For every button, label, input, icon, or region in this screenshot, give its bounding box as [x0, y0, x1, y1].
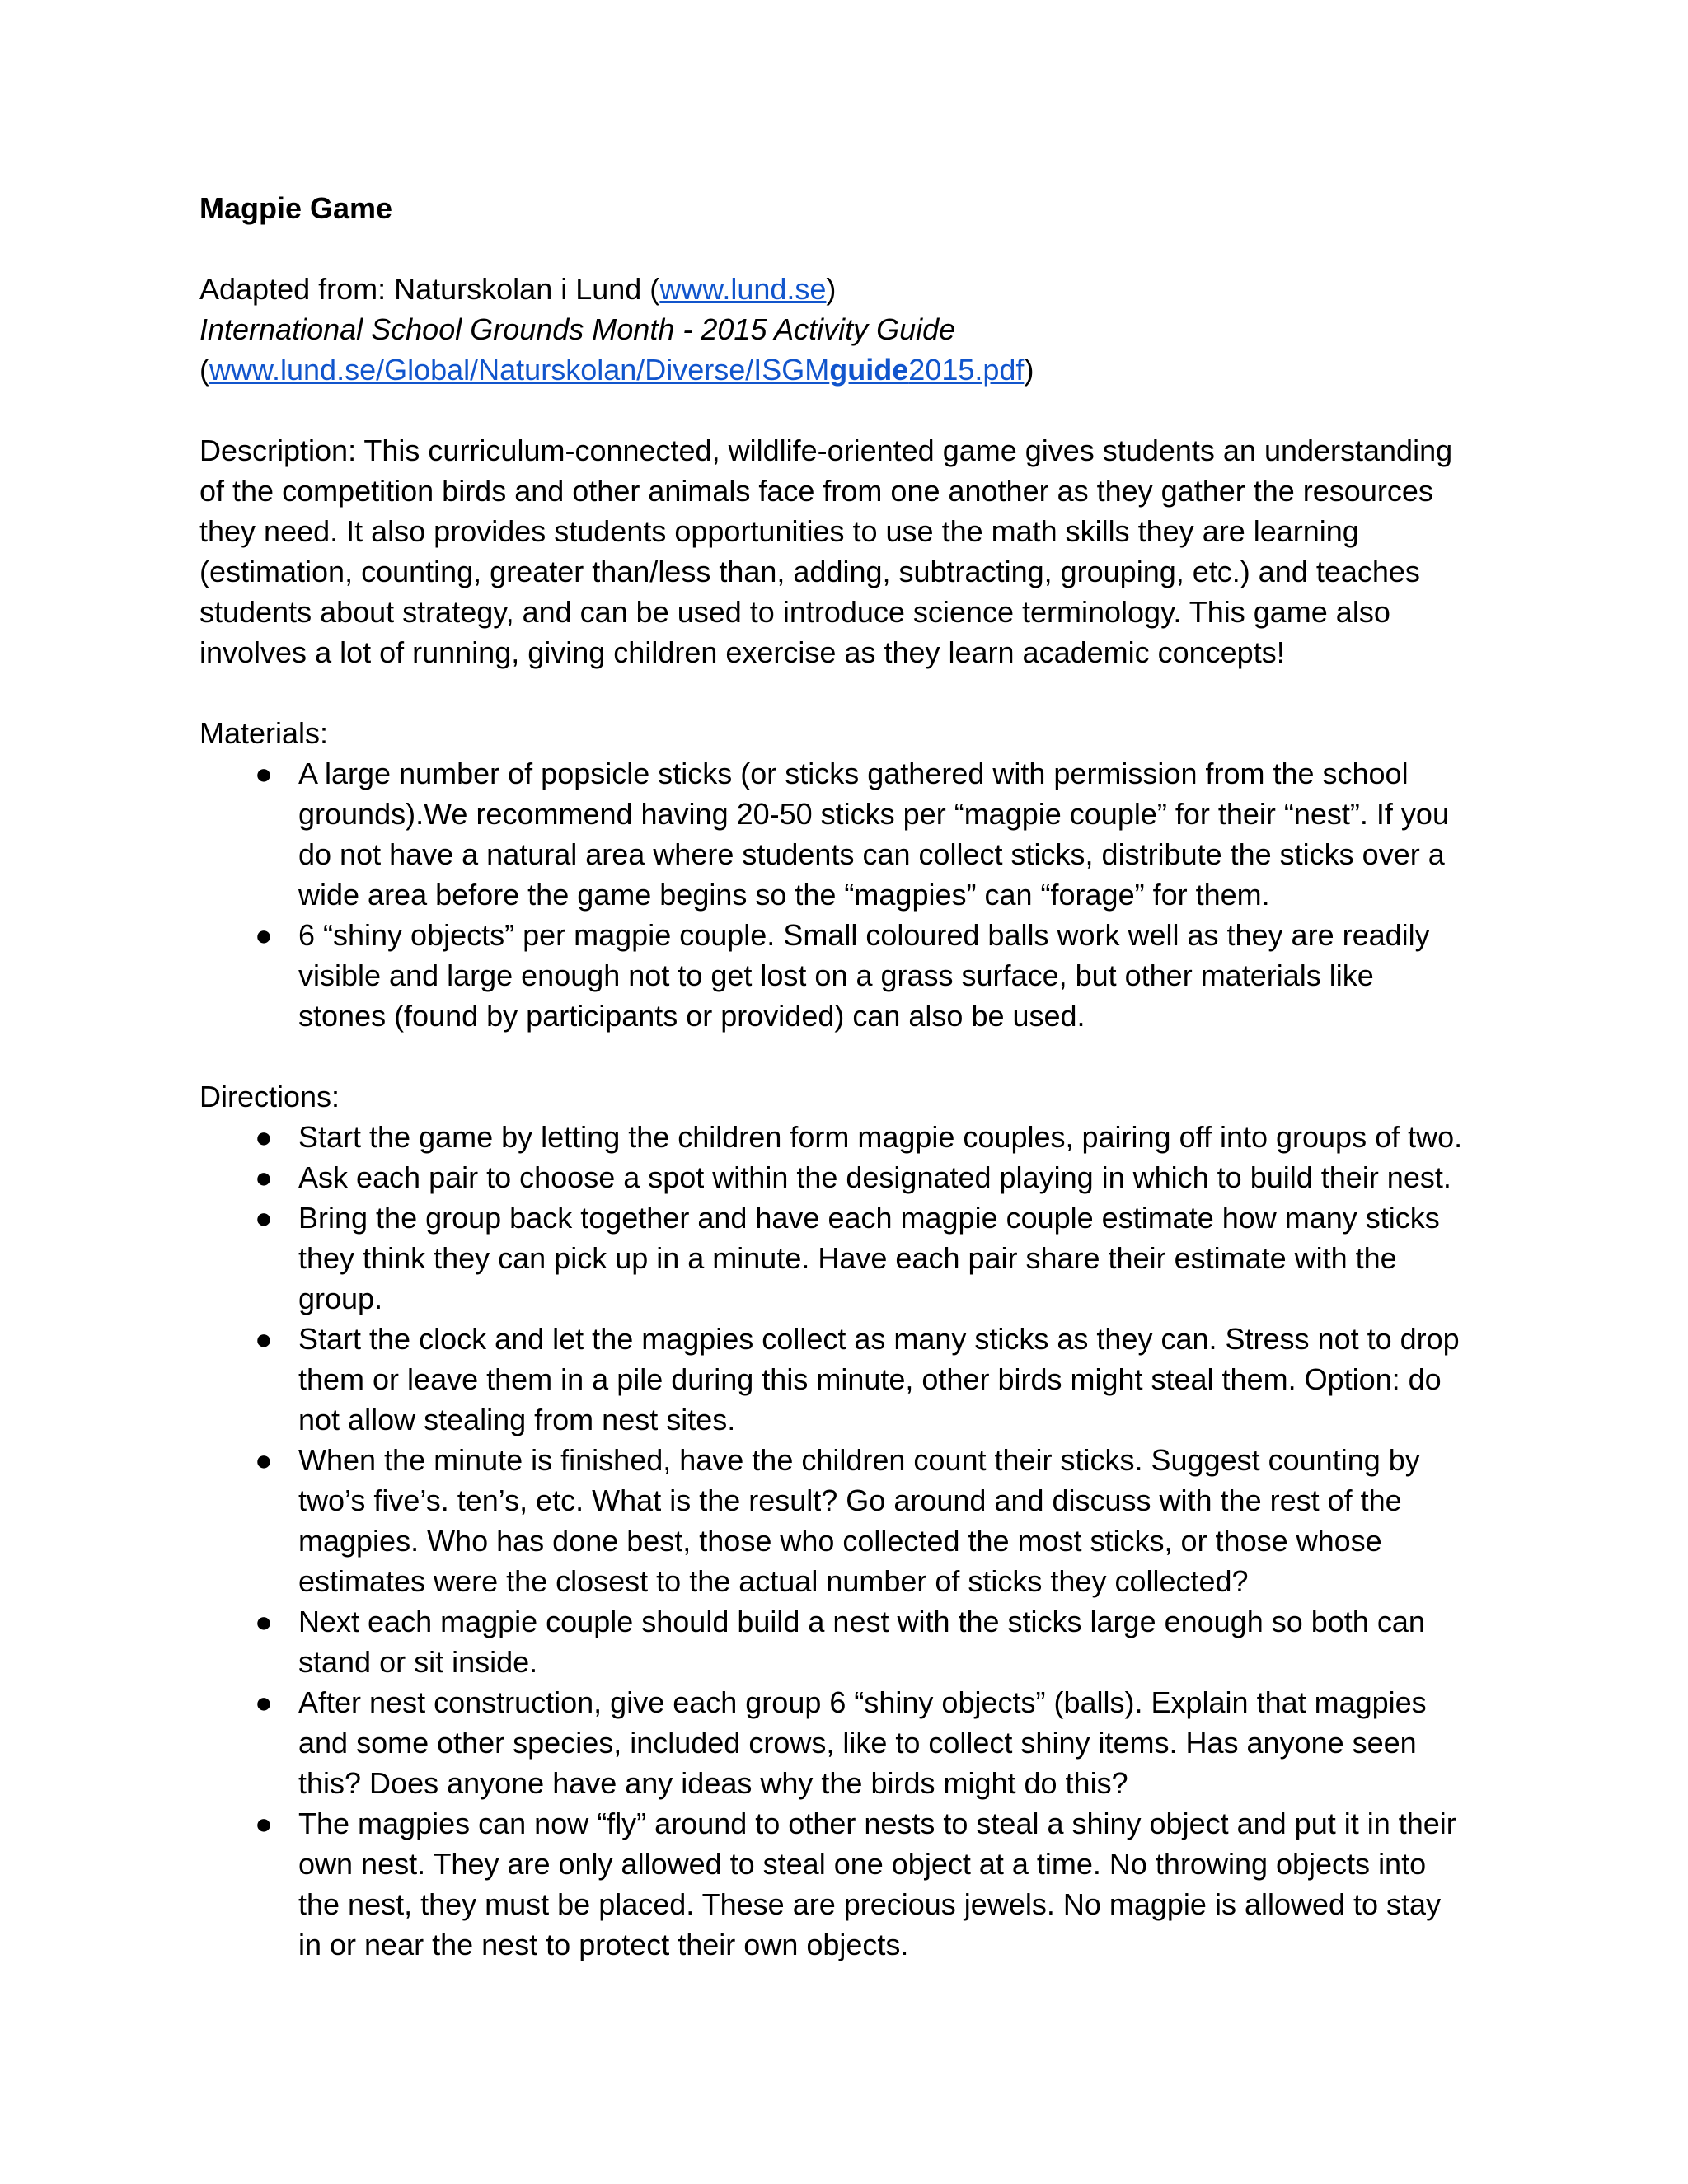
- list-item-line: Start the game by letting the children form magpie couples, pairing off into groups of two.: [298, 1120, 1463, 1154]
- list-item-line: stones (found by participants or provided) can also be used.: [298, 999, 1085, 1033]
- list-item-line: they think they can pick up in a minute. Have each pair share their estimate with the: [298, 1241, 1397, 1275]
- list-item: [199, 915, 1518, 1036]
- adapted-from-text: Adapted from: Naturskolan i Lund (: [199, 272, 660, 306]
- directions-list: [199, 1117, 1518, 1965]
- list-item-line: When the minute is finished, have the children count their sticks. Suggest counting by: [298, 1443, 1420, 1477]
- document-page: [199, 188, 1518, 1965]
- list-item-line: the nest, they must be placed. These are precious jewels. No magpie is allowed to stay: [298, 1887, 1442, 1921]
- bullet-icon: ●: [255, 1685, 273, 1719]
- guide-link-close: ): [1024, 353, 1034, 387]
- list-item-line: estimates were the closest to the actual number of sticks they collected?: [298, 1564, 1249, 1598]
- spacer: [199, 1036, 1518, 1076]
- bullet-icon: ●: [255, 918, 273, 952]
- list-item-line: Ask each pair to choose a spot within the designated playing in which to build their nest.: [298, 1160, 1451, 1194]
- list-item: [199, 1117, 1518, 1157]
- bullet-icon: ●: [255, 757, 273, 790]
- list-item-line: own nest. They are only allowed to steal one object at a time. No throwing objects into: [298, 1847, 1427, 1881]
- list-item-line: visible and large enough not to get lost on a grass surface, but other materials like: [298, 958, 1374, 992]
- list-item-line: grounds).We recommend having 20-50 sticks per “magpie couple” for their “nest”. If you: [298, 797, 1449, 831]
- guide-link-part1: www.lund.se/Global/Naturskolan/Diverse/ISGM: [209, 353, 830, 387]
- bullet-icon: ●: [255, 1443, 273, 1477]
- spacer: [199, 673, 1518, 713]
- list-item: [199, 1803, 1518, 1965]
- list-item-line: After nest construction, give each group 6 “shiny objects” (balls). Explain that magpies: [298, 1685, 1427, 1719]
- description-line: students about strategy, and can be used to introduce science terminology. This game also: [199, 595, 1390, 629]
- description-line: they need. It also provides students opportunities to use the math skills they are learning: [199, 514, 1359, 548]
- adapted-from-line: [199, 269, 1518, 309]
- bullet-icon: ●: [255, 1605, 273, 1638]
- list-item: [199, 1682, 1518, 1803]
- list-item: [199, 753, 1518, 915]
- materials-list: [199, 753, 1518, 1036]
- bullet-icon: ●: [255, 1201, 273, 1235]
- spacer: [199, 390, 1518, 430]
- list-item-line: A large number of popsicle sticks (or sticks gathered with permission from the school: [298, 757, 1409, 790]
- list-item: [199, 1157, 1518, 1197]
- materials-heading: Materials:: [199, 716, 329, 750]
- directions-heading: Directions:: [199, 1080, 340, 1113]
- list-item: [199, 1601, 1518, 1682]
- list-item-line: not allow stealing from nest sites.: [298, 1403, 736, 1436]
- description-line: (estimation, counting, greater than/less than, adding, subtracting, grouping, etc.) and teaches: [199, 555, 1420, 588]
- guide-pdf-link[interactable]: [209, 353, 1024, 387]
- description-line: Description: This curriculum-connected, wildlife-oriented game gives students an understanding: [199, 434, 1453, 467]
- list-item-line: Next each magpie couple should build a nest with the sticks large enough so both can: [298, 1605, 1425, 1638]
- adapted-from-close: ): [826, 272, 837, 306]
- list-item: [199, 1440, 1518, 1601]
- list-item-line: in or near the nest to protect their own objects.: [298, 1928, 909, 1961]
- list-item-line: and some other species, included crows, like to collect shiny items. Has anyone seen: [298, 1726, 1417, 1760]
- list-item-line: this? Does anyone have any ideas why the birds might do this?: [298, 1766, 1128, 1800]
- spacer: [199, 228, 1518, 269]
- description-line: of the competition birds and other animals face from one another as they gather the resources: [199, 474, 1433, 508]
- guide-link-open: (: [199, 353, 209, 387]
- list-item: [199, 1197, 1518, 1319]
- list-item-line: magpies. Who has done best, those who collected the most sticks, or those whose: [298, 1524, 1382, 1558]
- list-item-line: group.: [298, 1282, 383, 1315]
- guide-title: International School Grounds Month - 2015 Activity Guide: [199, 312, 956, 346]
- page-title: Magpie Game: [199, 191, 393, 225]
- bullet-icon: ●: [255, 1160, 273, 1194]
- list-item-line: stand or sit inside.: [298, 1645, 538, 1679]
- list-item-line: wide area before the game begins so the “magpies” can “forage” for them.: [298, 878, 1270, 912]
- bullet-icon: ●: [255, 1120, 273, 1154]
- list-item: [199, 1319, 1518, 1440]
- bullet-icon: ●: [255, 1807, 273, 1840]
- list-item-line: them or leave them in a pile during this minute, other birds might steal them. Option: do: [298, 1362, 1442, 1396]
- description-paragraph: [199, 430, 1518, 673]
- list-item-line: Start the clock and let the magpies collect as many sticks as they can. Stress not to drop: [298, 1322, 1460, 1356]
- list-item-line: two’s five’s. ten’s, etc. What is the result? Go around and discuss with the rest of the: [298, 1483, 1402, 1517]
- list-item-line: 6 “shiny objects” per magpie couple. Small coloured balls work well as they are readily: [298, 918, 1430, 952]
- guide-link-part2: 2015.pdf: [908, 353, 1025, 387]
- list-item-line: Bring the group back together and have each magpie couple estimate how many sticks: [298, 1201, 1440, 1235]
- lund-website-link[interactable]: www.lund.se: [659, 272, 827, 306]
- bullet-icon: ●: [255, 1322, 273, 1356]
- list-item-line: do not have a natural area where students can collect sticks, distribute the sticks over a: [298, 837, 1445, 871]
- guide-link-bold: guide: [829, 353, 909, 387]
- guide-link-line: [199, 349, 1518, 390]
- list-item-line: The magpies can now “fly” around to other nests to steal a shiny object and put it in their: [298, 1807, 1456, 1840]
- description-line: involves a lot of running, giving children exercise as they learn academic concepts!: [199, 635, 1285, 669]
